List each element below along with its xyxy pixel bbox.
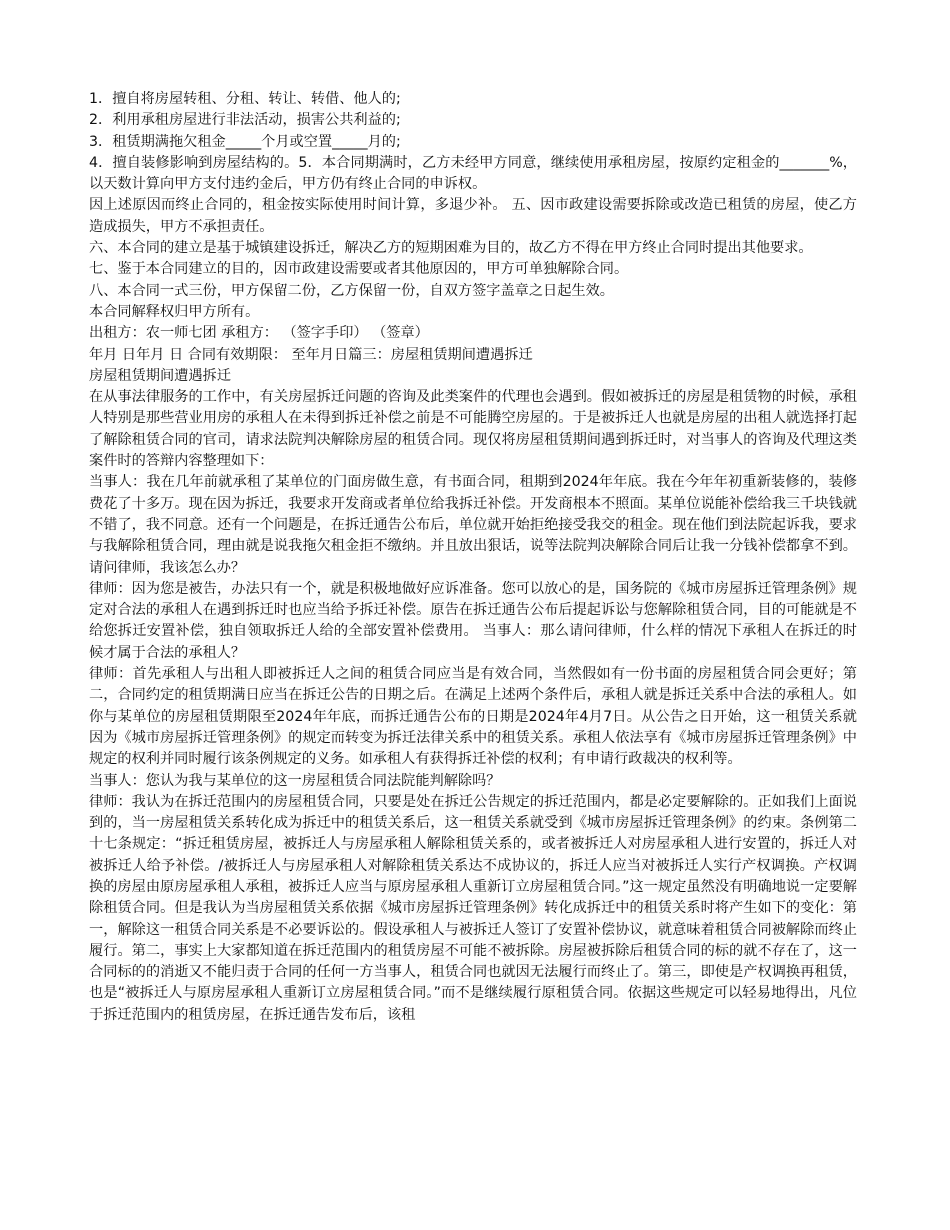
- clause-termination-rent: 因上述原因而终止合同的，租金按实际使用时间计算，多退少补。 五、因市政建设需要拆除或改造已租赁的房屋，使乙方造成损失，甲方不承担责任。: [89, 197, 857, 235]
- clause-2: 2．利用承租房屋进行非法活动，损害公共利益的;: [89, 112, 401, 129]
- clause-eight: 八、本合同一式三份，甲方保留二份，乙方保留一份，自双方签字盖章之日起生效。: [89, 282, 614, 299]
- clause-3: 3．租赁期满拖欠租金_____个月或空置_____月的;: [89, 133, 401, 150]
- lawyer-answer-2: 律师：首先承租人与出租人即被拆迁人之间的租赁合同应当是有效合同，当然假如有一份书面的房屋租赁合同会更好；第二，合同约定的租赁期满日应当在拆迁公告的日期之后。在满足上述两个条件后，承租人就是拆迁关系中合法的承租人。如你与某单位的房屋租赁期限至2024年年底，而拆迁通告公布的日期是2024年4月7日。从公告之日开始，这一租赁关系就因为《城市房屋拆迁管理条例》的规定而转变为拆迁法律关系中的租赁关系。承租人依法享有《城市房屋拆迁管理条例》中规定的权利并同时履行该条例规定的义务。如承租人有获得拆迁补偿的权利；有申请行政裁决的权利等。: [89, 666, 857, 768]
- client-question-2: 当事人：您认为我与某单位的这一房屋租赁合同法院能判解除吗？: [89, 772, 501, 789]
- section-heading: 房屋租赁期间遭遇拆迁: [89, 367, 231, 384]
- clause-1: 1．擅自将房屋转租、分租、转让、转借、他人的;: [89, 91, 401, 107]
- client-question-1: 当事人：我在几年前就承租了某单位的门面房做生意，有书面合同，租期到2024年年底。我在今年年初重新装修的，装修费花了十多万。现在因为拆迁，我要求开发商或者单位给我拆迁补偿。开发商根本不照面。某单位说能补偿给我三千块钱就不错了，我不同意。还有一个问题是，在拆迁通告公布后，单位就开始拒绝接受我交的租金。现在他们到法院起诉我，要求与我解除租赁合同，理由就是说我拖欠租金拒不缴纳。并且放出狠话，说等法院判决解除合同后让我一分钱补偿都拿不到。请问律师，我该怎么办？: [89, 474, 857, 576]
- date-validity-line: 年月 日年月 日 合同有效期限： 至年月日篇三：房屋租赁期间遭遇拆迁: [89, 346, 533, 363]
- clause-seven: 七、鉴于本合同建立的目的，因市政建设需要或者其他原因的，甲方可单独解除合同。: [89, 261, 629, 278]
- signature-line: 出租方：农一师七团 承租方： （签字手印） （签章）: [89, 325, 429, 342]
- clause-4-5: 4．擅自装修影响到房屋结构的。5．本合同期满时，乙方未经甲方同意，继续使用承租房屋，按原约定租金的_______%，以天数计算向甲方支付违约金后，甲方仍有终止合同的申诉权。: [89, 154, 857, 193]
- document-body: [89, 89, 857, 1026]
- interpretation-clause: 本合同解释权归甲方所有。: [89, 303, 260, 320]
- lawyer-answer-1: 律师：因为您是被告，办法只有一个，就是积极地做好应诉准备。您可以放心的是，国务院的《城市房屋拆迁管理条例》规定对合法的承租人在遇到拆迁时也应当给予拆迁补偿。原告在拆迁通告公布后提起诉讼与您解除租赁合同，目的可能就是不给您拆迁安置补偿，独自领取拆迁人给的全部安置补偿费用。 当事人：那么请问律师，什么样的情况下承租人在拆迁的时候才属于合法的承租人？: [89, 580, 857, 661]
- clause-six: 六、本合同的建立是基于城镇建设拆迁，解决乙方的短期困难为目的，故乙方不得在甲方终止合同时提出其他要求。: [89, 240, 813, 257]
- lawyer-answer-3: 律师：我认为在拆迁范围内的房屋租赁合同，只要是处在拆迁公告规定的拆迁范围内，都是必定要解除的。正如我们上面说到的，当一房屋租赁关系转化成为拆迁中的租赁关系后，这一租赁关系就受到《城市房屋拆迁管理条例》的约束。条例第二十七条规定：“拆迁租赁房屋，被拆迁人与房屋承租人解除租赁关系的，或者被拆迁人对房屋承租人进行安置的，拆迁人对被拆迁人给予补偿。/被拆迁人与房屋承租人对解除租赁关系达不成协议的，拆迁人应当对被拆迁人实行产权调换。产权调换的房屋由原房屋承租人承租，被拆迁人应当与原房屋承租人重新订立房屋租赁合同。”这一规定虽然没有明确地说一定要解除租赁合同。但是我认为当房屋租赁关系依据《城市房屋拆迁管理条例》转化成拆迁中的租赁关系时将产生如下的变化：第一，解除这一租赁合同关系是不必要诉讼的。假设承租人与被拆迁人签订了安置补偿协议，就意味着租赁合同被解除而终止履行。第二，事实上大家都知道在拆迁范围内的租赁房屋不可能不被拆除。房屋被拆除后租赁合同的标的就不存在了，这一合同标的的消逝又不能归责于合同的任何一方当事人，租赁合同也就因无法履行而终止了。第三，即使是产权调换再租赁，也是“被拆迁人与原房屋承租人重新订立房屋租赁合同。”而不是继续履行原租赁合同。依据这些规定可以轻易地得出，凡位于拆迁范围内的租赁房屋，在拆迁通告发布后，该租: [89, 793, 857, 1023]
- intro-paragraph: 在从事法律服务的工作中，有关房屋拆迁问题的咨询及此类案件的代理也会遇到。假如被拆迁的房屋是租赁物的时候，承租人特别是那些营业用房的承租人在未得到拆迁补偿之前是不可能腾空房屋的。于是被拆迁人也就是房屋的出租人就选择打起了解除租赁合同的官司，请求法院判决解除房屋的租赁合同。现仅将房屋租赁期间遇到拆迁时，对当事人的咨询及代理这类案件时的答辩内容整理如下：: [89, 389, 857, 470]
